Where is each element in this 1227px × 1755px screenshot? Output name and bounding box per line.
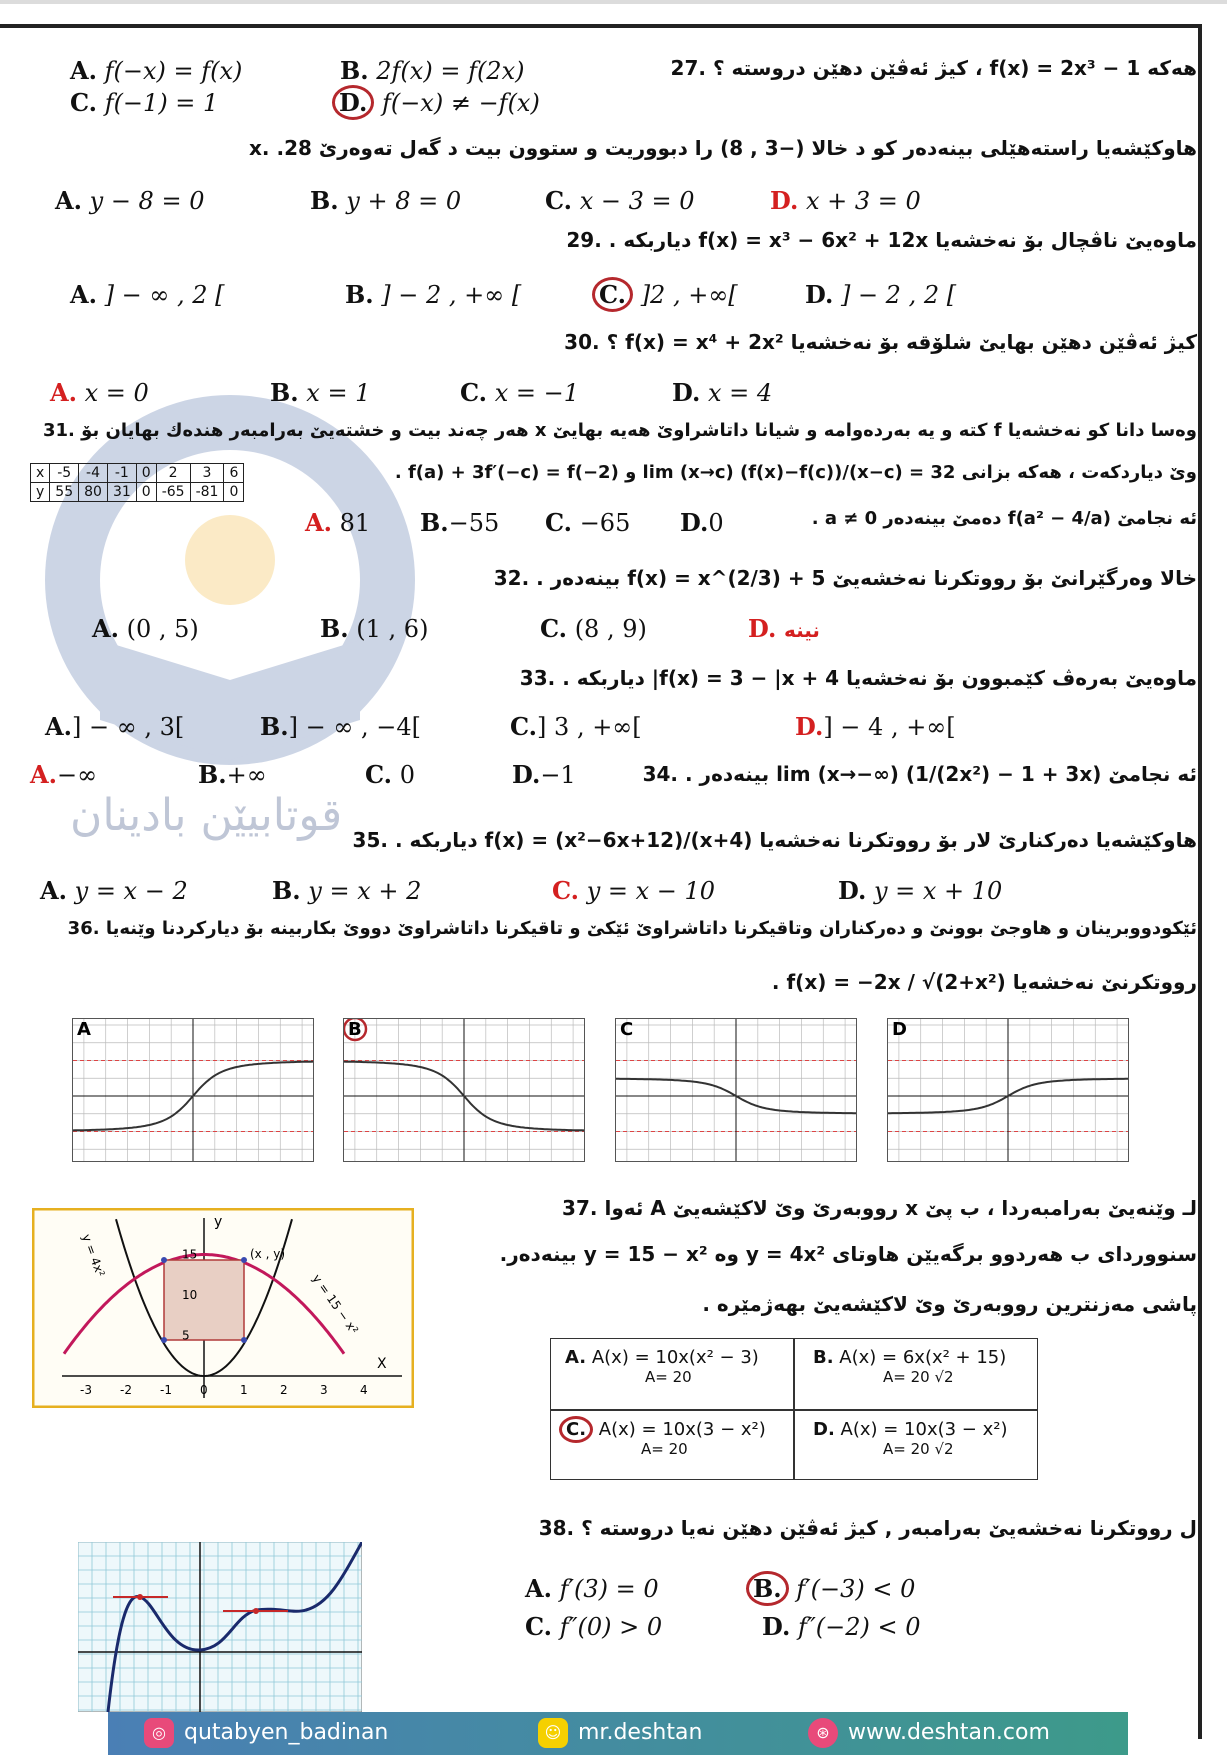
x-tick-label: -1: [160, 1383, 172, 1397]
q37-text3: پاشی مەزنترین رووبەرێ وێ لاکێشەیێ بهەژمێرە .: [702, 1292, 1197, 1316]
q30-option-b[interactable]: B. x = 1: [270, 378, 371, 407]
curve-label-1: y = 4x²: [79, 1232, 108, 1279]
q35-option-a[interactable]: A. y = x − 2: [40, 876, 188, 905]
q27-option-c[interactable]: C. f(−1) = 1: [70, 88, 219, 117]
q30-text: کیژ ئەڤێن دهێن بهایێ شلۆقە بۆ نەخشەیا f(x) = x⁴ + 2x² ؟ .30: [564, 330, 1197, 354]
q32-option-d[interactable]: D. نینە: [748, 614, 820, 643]
footer-bar: [108, 1712, 1128, 1755]
q35-option-d[interactable]: D. y = x + 10: [838, 876, 1003, 905]
q29-text: ماوەیێ ناڤچال بۆ نەخشەیا f(x) = x³ − 6x² + 12x دیاربکە . .29: [566, 228, 1197, 252]
x-cell: 3: [190, 464, 224, 483]
point-label: (x , y): [250, 1247, 286, 1261]
q36-graph-c[interactable]: [615, 1018, 857, 1162]
q36-graph-label: C: [620, 1019, 634, 1040]
q31-option-c[interactable]: C. −65: [545, 508, 631, 537]
q36-text1: ئێکودووبرینان و هاوجێ بوونێ و دەرکناران وتاقیکرنا داتاشراوێ ئێکێ و تاقیکرنا داتاشراوێ دووێ بکاربینە بۆ دیارکردنا وێنەیا .36: [67, 918, 1197, 939]
q31-text3: ئە نجامێ f(a² − 4/a) دەمێ بینەدەر a ≠ 0 .: [811, 508, 1197, 529]
y-cell: 31: [107, 483, 136, 502]
table-row-y: [31, 483, 244, 502]
q28-option-a[interactable]: A. y − 8 = 0: [55, 186, 205, 215]
q33-option-a[interactable]: A.] − ∞ , 3[: [45, 712, 185, 741]
q35-option-b[interactable]: B. y = x + 2: [272, 876, 422, 905]
x-axis-label: X: [377, 1356, 387, 1372]
rectangle-a: [164, 1260, 244, 1340]
q36-text2: رووتکرنێ نەخشەیا f(x) = −2x / √(2+x²) .: [771, 970, 1197, 994]
q34-option-b[interactable]: B.+∞: [198, 760, 267, 789]
q31-text2: وێ دیاردکەت ، هەکە بزانی lim (x→c) (f(x)−f(c))/(x−c) = 32 و f(a) + 3f′(−c) = f(−2) .: [394, 462, 1197, 483]
x-cell: -5: [50, 464, 79, 483]
q32-option-b[interactable]: B. (1 , 6): [320, 614, 429, 643]
footer-website[interactable]: ⊛ www.deshtan.com: [808, 1718, 1050, 1748]
top-rule: [0, 0, 1227, 4]
q33-option-d[interactable]: D.] − 4 , +∞[: [795, 712, 956, 741]
y-tick-label: 15: [182, 1247, 198, 1262]
q36-graph-d[interactable]: [887, 1018, 1129, 1162]
snapchat-icon: ☺: [538, 1718, 568, 1748]
q35-text: هاوکێشەیا دەرکنارێ لار بۆ رووتکرنا نەخشەیا f(x) = (x²−6x+12)/(x+4) دیاربکە . .35: [352, 828, 1197, 852]
watermark-text: قوتابیێن بادینان: [70, 790, 343, 841]
q30-option-a[interactable]: A. x = 0: [50, 378, 149, 407]
q36-graph-label: A: [77, 1019, 91, 1040]
x-tick-label: -3: [80, 1383, 92, 1397]
q29-option-d[interactable]: D. ] − 2 , 2 [: [805, 280, 957, 309]
x-cell: -1: [107, 464, 136, 483]
q38-option-b[interactable]: B. f′(−3) < 0: [746, 1574, 915, 1603]
x-cell: 2: [156, 464, 190, 483]
q31-option-b[interactable]: B.−55: [420, 508, 500, 537]
q37-text2: سنووردای ب هەردوو برگەیێن هاوتای y = 4x² وە y = 15 − x² بینەدەر.: [499, 1242, 1197, 1266]
x-tick-label: 1: [240, 1383, 248, 1397]
q35-option-c[interactable]: C. y = x − 10: [552, 876, 716, 905]
footer-snapchat[interactable]: ☺ mr.deshtan: [538, 1718, 702, 1748]
q29-option-b[interactable]: B. ] − 2 , +∞ [: [345, 280, 522, 309]
q31-text1: وەسا دانا کو نەخشەیا f کتە و یە بەردەوامە و شیانا داتاشراوێ هەیە بهایێ x هەر چەند بیت و خشتەیێ بەرامبەر هندەك بهایان بۆ .31: [42, 420, 1197, 441]
footer-instagram[interactable]: ◎ qutabyen_badinan: [144, 1718, 388, 1748]
q33-option-c[interactable]: C.] 3 , +∞[: [510, 712, 642, 741]
y-cell: y: [31, 483, 50, 502]
q31-option-a[interactable]: A. 81: [305, 508, 371, 537]
q38-option-c[interactable]: C. f″(0) > 0: [525, 1612, 663, 1641]
q38-text: ل رووتکرنا نەخشەیێ بەرامبەر , کیژ ئەڤێن دهێن نەیا دروستە ؟ .38: [538, 1516, 1197, 1540]
q37-text1: لـ وێنەیێ بەرامبەردا ، ب پێ x رووبەرێ وێ لاکێشەیێ A ئەوا .37: [562, 1196, 1197, 1220]
table-row-x: [31, 464, 244, 483]
q32-text: خالا وەرگێرانێ بۆ رووتکرنا نەخشەیێ f(x) = x^(2/3) + 5 بینەدەر . .32: [493, 566, 1197, 590]
q36-graph-label: B: [348, 1019, 362, 1040]
q30-option-d[interactable]: D. x = 4: [672, 378, 773, 407]
q32-option-a[interactable]: A. (0 , 5): [92, 614, 199, 643]
x-tick-label: 3: [320, 1383, 328, 1397]
q37-option-d[interactable]: D. A(x) = 10x(3 − x²) A= 20 √2: [813, 1419, 1008, 1458]
q37-option-a[interactable]: A. A(x) = 10x(x² − 3) A= 20: [565, 1347, 759, 1386]
q27-option-d[interactable]: D. f(−x) ≠ −f(x): [332, 88, 540, 117]
q31-option-d[interactable]: D.0: [680, 508, 724, 537]
curve-label-2: y = 15 − x²: [309, 1271, 361, 1337]
x-cell: 0: [136, 464, 156, 483]
q33-text: ماوەیێ بەرەڤ کێمبوون بۆ نەخشەیا f(x) = 3 − |x + 4| دیاربکە . .33: [519, 666, 1197, 690]
q34-option-c[interactable]: C. 0: [365, 760, 415, 789]
q28-text: هاوکێشەیا راستەهێلی بینەدەر کو د خالا (−3 , 8) را دبووریت و ستوون بیت د گەل تەوەرێ x. .28: [249, 136, 1197, 160]
q33-option-b[interactable]: B.] − ∞ , −4[: [260, 712, 421, 741]
q30-option-c[interactable]: C. x = −1: [460, 378, 579, 407]
q36-graph-label: D: [892, 1019, 907, 1040]
x-cell: -4: [79, 464, 108, 483]
q29-option-a[interactable]: A. ] − ∞ , 2 [: [70, 280, 225, 309]
y-tick-label: 5: [182, 1328, 190, 1343]
q34-text: ئە نجامێ lim (x→−∞) (1/(2x²) − 1 + 3x) بینەدەر . .34: [642, 762, 1197, 786]
y-tick-label: 10: [182, 1288, 198, 1302]
q37-option-b[interactable]: B. A(x) = 6x(x² + 15) A= 20 √2: [813, 1347, 1007, 1386]
x-tick-label: 2: [280, 1383, 288, 1397]
q28-option-b[interactable]: B. y + 8 = 0: [310, 186, 462, 215]
q27-option-a[interactable]: A. f(−x) = f(x): [70, 56, 243, 85]
q38-option-d[interactable]: D. f″(−2) < 0: [762, 1612, 921, 1641]
x-cell: x: [31, 464, 50, 483]
y-cell: -81: [190, 483, 224, 502]
q27-option-b[interactable]: B. 2f(x) = f(2x): [340, 56, 525, 85]
q36-graph-b[interactable]: [343, 1018, 585, 1162]
q32-option-c[interactable]: C. (8 , 9): [540, 614, 647, 643]
x-tick-label: 0: [200, 1383, 208, 1397]
q28-option-c[interactable]: C. x − 3 = 0: [545, 186, 695, 215]
q37-answer-box: [550, 1338, 1038, 1480]
instagram-icon: ◎: [144, 1718, 174, 1748]
q34-option-a[interactable]: A.−∞: [30, 760, 98, 789]
q29-option-c[interactable]: C. ]2 , +∞[: [592, 280, 738, 309]
x-cell: 6: [224, 464, 244, 483]
q31-values-table: [30, 463, 244, 502]
y-cell: 0: [224, 483, 244, 502]
dribbble-icon: ⊛: [808, 1718, 838, 1748]
y-axis-label: y: [214, 1214, 223, 1230]
q37-graph: [32, 1208, 414, 1408]
q27-text: هەکە f(x) = 2x³ − 1 ، کیژ ئەڤێن دهێن دروستە ؟ .27: [670, 56, 1197, 80]
q37-option-c[interactable]: C. A(x) = 10x(3 − x²) A= 20: [559, 1419, 766, 1458]
q38-graph: [78, 1542, 362, 1712]
x-tick-label: -2: [120, 1383, 132, 1397]
q38-option-a[interactable]: A. f′(3) = 0: [525, 1574, 659, 1603]
y-cell: 0: [136, 483, 156, 502]
q28-option-d[interactable]: D. x + 3 = 0: [770, 186, 921, 215]
x-tick-label: 4: [360, 1383, 368, 1397]
q34-option-d[interactable]: D.−1: [512, 760, 576, 789]
y-cell: -65: [156, 483, 190, 502]
y-cell: 80: [79, 483, 108, 502]
q36-graph-a[interactable]: [72, 1018, 314, 1162]
y-cell: 55: [50, 483, 79, 502]
